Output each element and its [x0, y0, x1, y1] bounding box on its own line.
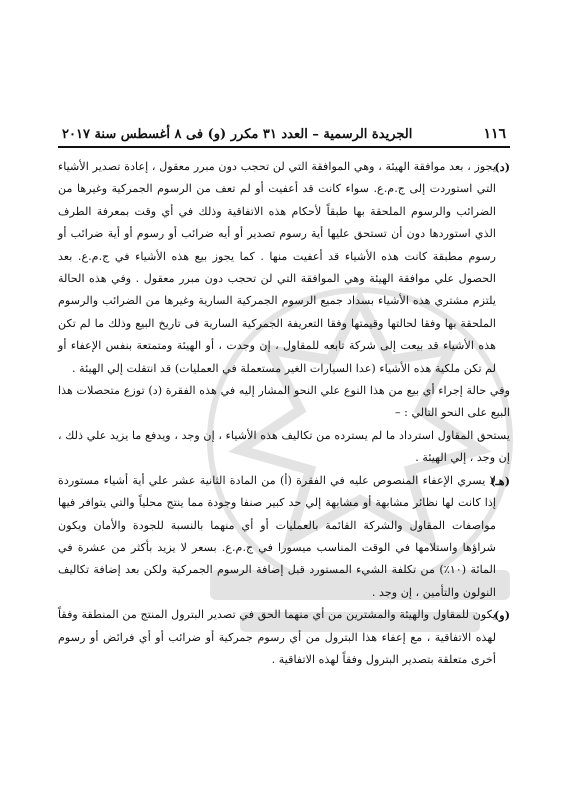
- paragraph-text: يكون للمقاول والهيئة والمشترين من أي منهما الحق في تصدير البترول المنتج من المنطقة وفقاً لهذه الاتفاقية ، مع إعفاء هذا البترول من أي رسوم جمركية أو ضرائب أو أي فرائض أو رسوم أخرى متعلقة بتصدير البترول وفقاً لهذه الاتفاقية .: [58, 608, 496, 666]
- gazette-page: [58, 118, 510, 671]
- paragraph-marker: (هـ): [490, 473, 510, 488]
- page-number: ١١٦: [483, 126, 506, 142]
- page-header: [58, 118, 510, 146]
- paragraph-marker: (و): [494, 608, 510, 623]
- paragraph-marker: (د): [494, 160, 510, 174]
- paragraph-text: لا يسري الإعفاء المنصوص عليه في الفقرة (أ) من المادة الثانية عشر علي أية أشياء مستوردة إذا كانت لها نظائر مشابهة أو مشابهة إلي حد كبير صنفا وجودة مما ينتج محلياً والتي يتوافر فيها مواصفات المقاول والشركة القائمة بالعمليات أو أي منهما بالنسبة للجودة والأمان ويكون شراؤها واستلامها في الوقت المناسب ميسورا في ج.م.ع. بسعر لا يزيد بأكثر من عشرة في المائة (١٠٪) من تكلفة الشيء المستورد قبل إضافة الرسوم الجمركية ولكن بعد إضافة تكاليف النولون والتأمين ، إن وجد .: [58, 473, 496, 599]
- paragraph-sale-distribution: [58, 380, 510, 425]
- paragraph-d: [58, 156, 510, 380]
- header-rule: [58, 146, 510, 148]
- paragraph-recovery: [58, 425, 510, 470]
- paragraph-w: [58, 604, 510, 671]
- paragraph-text: يستحق المقاول استرداد ما لم يسترده من تكاليف هذه الأشياء ، إن وجد ، ويدفع ما يزيد علي ذلك ، إن وجد ، إلي الهيئة .: [58, 428, 510, 465]
- paragraph-text: وفي حالة إجراء أي بيع من هذا النوع علي النحو المشار إليه في هذه الفقرة (د) توزع متحصلات هذا البيع على النحو التالي : –: [58, 384, 510, 420]
- gazette-title: الجريدة الرسمية – العدد ٣١ مكرر (و) فى ٨ أغسطس سنة ٢٠١٧: [62, 127, 413, 142]
- paragraph-text: يجوز ، بعد موافقة الهيئة ، وهي الموافقة التي لن تحجب دون مبرر معقول ، إعادة تصدير الأشياء التي استوردت إلى ج.م.ع. سواء كانت قد أعفيت أو لم تعف من الرسوم الجمركية وغيرها من الضرائب والرسوم الملحقة بها طبقاً لأحكام هذه الاتفاقية وذلك في أي وقت بمعرفة الطرف الذي استوردها دون أن تستحق عليها أية رسوم تصدير أو أيه ضرائب أو رسوم أو أية ضرائب أو رسوم مطبقة كانت هذه الأشياء قد أعفيت منها . كما يجوز بيع هذه الأشياء في ج.م.ع. بعد الحصول علي موافقة الهيئة وهي الموافقة التي لن تحجب دون مبرر معقول . وفي هذه الحالة يلتزم مشتري هذه الأشياء بسداد جميع الرسوم الجمركية السارية وغيرها من الضرائب والرسوم الملحقة بها وفقا لحالتها وقيمتها وفقا التعريفة الجمركية السارية فى تاريخ البيع وذلك ما لم تكن هذه الأشياء قد بيعت إلى شركة تابعه للمقاول ، إن وجدت ، أو الهيئة ومتمتعة بنفس الإعفاء أو لم تكن ملكية هذه الأشياء (عدا السيارات الغير مستعملة في العمليات) قد انتقلت إلي الهيئة .: [58, 160, 496, 375]
- paragraph-h: [58, 470, 510, 604]
